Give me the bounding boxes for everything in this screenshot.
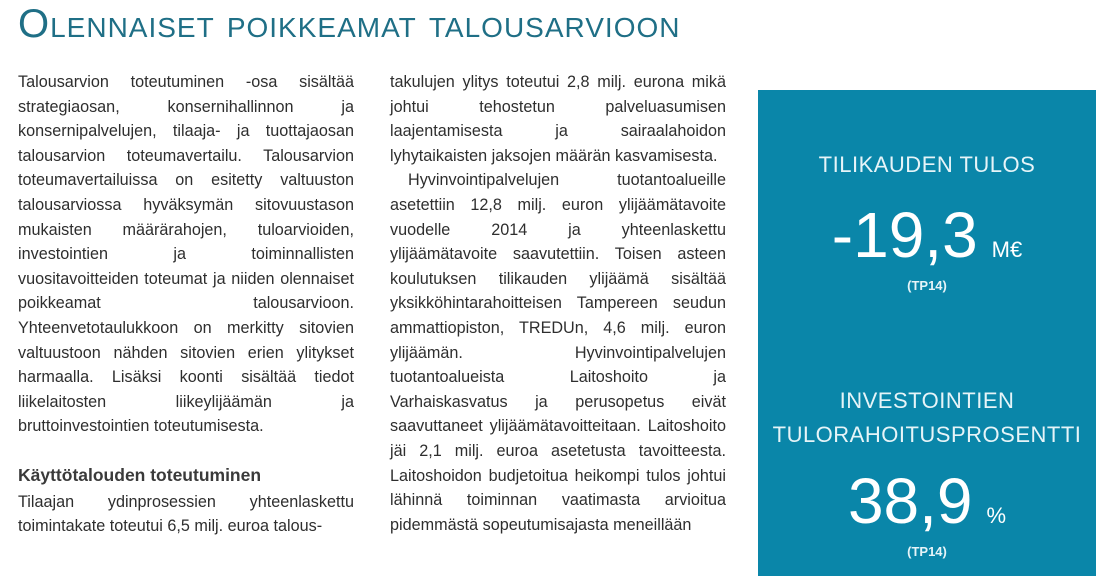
result-note: (TP14) — [907, 278, 947, 293]
result-value-row — [758, 200, 1096, 270]
page-title: Olennaiset poikkeamat talousarvioon — [18, 2, 681, 46]
investment-label-line1: INVESTOINTIEN — [839, 388, 1015, 413]
result-value: -19,3 — [831, 199, 978, 271]
text-column-left — [18, 70, 354, 539]
investment-value: 38,9 — [847, 465, 973, 537]
welfare-paragraph: Hyvinvointipalvelujen tuotantoalueille asetettiin 12,8 milj. euron ylijäämätavoite vuodelle 2014 ja yhteenlaskettu ylijäämätavoite saavutettiin. Toisen asteen koulutuksen tilikauden ylijäämä sisältää yksikköhintarahoitteisen Tampereen seudun ammattiopiston, TREDUn, 4,6 milj. euron ylijäämän. Hyvinvointipalvelujen tuotantoalueista Laitoshoito ja Varhaiskasvatus ja perusopetus eivät saavuttaneet ylijäämätavoitteitaan. Laitoshoito jäi 2,1 milj. euroa asetetusta tavoitteesta. Laitoshoidon budjetoitua heikompi tulos johtui lähinnä toiminnan vaatimasta arvioitua pidemmästä sopeutumisajasta meneillään — [390, 171, 726, 534]
result-label: TILIKAUDEN TULOS — [818, 152, 1036, 177]
continued-paragraph: takulujen ylitys toteutui 2,8 milj. eurona mikä johtui tehostetun palveluasumisen laajentamisesta ja sairaalahoidon lyhytaikaisten jaksojen määrän kasvamisesta. — [390, 73, 726, 165]
result-unit: M€ — [991, 237, 1023, 262]
intro-paragraph: Talousarvion toteutuminen -osa sisältää strategiaosan, konsernihallinnon ja konsernipalvelujen, tilaaja- ja tuottajaosan talousarvion toteumavertailu. Talousarvion toteumavertailuissa on esitetty valtuuston talousarviossa hyväksymän sitovuustason mukaisten määrärahojen, tuloarvioiden, investointien ja toiminnallisten vuositavoitteiden toteumat ja niiden olennaiset poikkeamat talousarvioon. Yhteenvetotaulukkoon on merkitty sitovien valtuustoon nähden sitovien erien ylitykset harmaalla. Lisäksi koonti sisältää tiedot liikelaitosten liikeylijäämän ja bruttoinvestointien toteutumisesta. — [18, 73, 354, 436]
section-paragraph: Tilaajan ydinprosessien yhteenlaskettu toimintakate toteutui 6,5 milj. euroa talous- — [18, 492, 354, 536]
investment-unit: % — [986, 503, 1007, 528]
investment-label-line2: TULORAHOITUSPROSENTTI — [772, 422, 1082, 447]
investment-note: (TP14) — [907, 544, 947, 559]
investment-label — [758, 384, 1096, 452]
text-column-middle — [390, 70, 726, 537]
section-heading: Käyttötalouden toteutuminen — [18, 464, 262, 485]
investment-value-row — [758, 466, 1096, 536]
key-figures-box — [758, 90, 1096, 576]
